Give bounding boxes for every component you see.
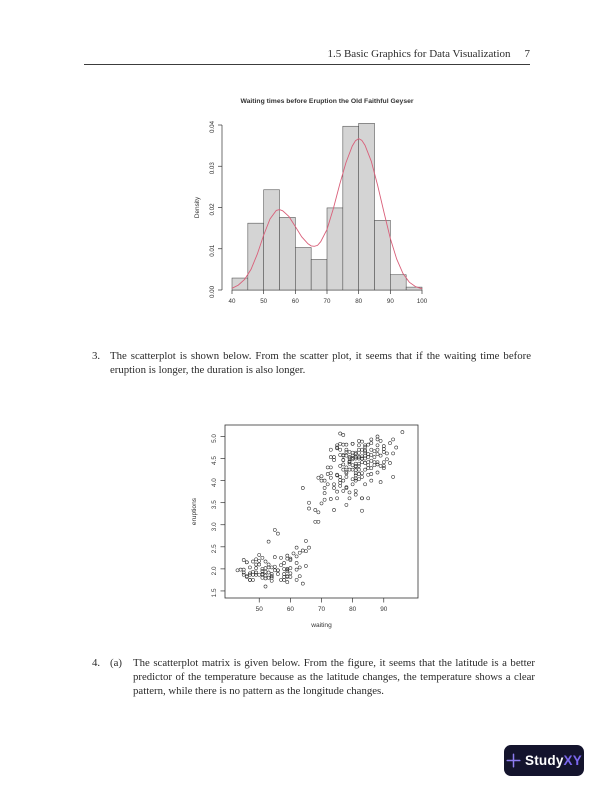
svg-text:Waiting times before Eruption: Waiting times before Eruption the Old Faithful Geyser [240, 98, 414, 105]
item-text: The scatterplot matrix is given below. From the figure, it seems that the latitude is a better predictor of the temperature because as the latitude changes, the temperature shows a clear pattern, while there is no pattern as the longitude changes. [133, 657, 535, 697]
svg-text:1.5: 1.5 [211, 588, 218, 598]
svg-text:waiting: waiting [311, 622, 332, 629]
item-sub-label: (a) [110, 657, 122, 669]
svg-text:50: 50 [255, 606, 263, 613]
svg-text:4.0: 4.0 [211, 478, 218, 488]
svg-text:Density: Density [194, 196, 201, 219]
brand-primary: Study [525, 753, 564, 768]
svg-text:100: 100 [416, 298, 428, 305]
svg-text:2.5: 2.5 [211, 544, 218, 554]
svg-text:60: 60 [286, 606, 294, 613]
svg-text:0.03: 0.03 [209, 162, 216, 175]
running-header [84, 48, 530, 60]
svg-text:80: 80 [349, 606, 357, 613]
item-number: 3. [92, 350, 101, 362]
header-rule [84, 64, 530, 65]
svg-text:50: 50 [260, 298, 268, 305]
svg-text:70: 70 [323, 298, 331, 305]
histogram-figure [188, 92, 435, 314]
list-item-4 [84, 656, 535, 698]
svg-text:90: 90 [386, 298, 394, 305]
svg-text:70: 70 [317, 606, 326, 613]
svg-text:60: 60 [291, 298, 299, 305]
svg-text:0.04: 0.04 [209, 120, 216, 134]
plus-icon [506, 753, 521, 768]
svg-text:0.01: 0.01 [209, 244, 216, 257]
svg-text:5.0: 5.0 [211, 434, 218, 443]
svg-text:80: 80 [355, 298, 363, 305]
svg-text:4.5: 4.5 [211, 456, 218, 465]
page-number: 7 [524, 48, 530, 60]
svg-text:3.5: 3.5 [211, 500, 218, 510]
svg-text:eruptions: eruptions [191, 497, 198, 526]
waiting-times-histogram [188, 92, 435, 314]
svg-text:40: 40 [228, 298, 236, 305]
eruptions-vs-waiting-scatterplot [185, 412, 435, 640]
svg-text:0.02: 0.02 [209, 203, 216, 216]
item-text: The scatterplot is shown below. From the scatter plot, it seems that if the waiting time before eruption is longer, the duration is also longer. [110, 350, 531, 376]
studyxy-logo [504, 745, 584, 776]
scatterplot-figure [185, 412, 435, 640]
section-title: 1.5 Basic Graphics for Data Visualization [327, 48, 511, 60]
brand-accent: XY [563, 753, 582, 768]
brand-text [525, 753, 582, 768]
svg-text:90: 90 [380, 606, 388, 613]
svg-text:3.0: 3.0 [211, 522, 218, 532]
svg-text:0.00: 0.00 [209, 285, 216, 299]
svg-text:2.0: 2.0 [211, 566, 218, 576]
item-number: 4. [92, 657, 101, 669]
list-item-3 [84, 349, 531, 377]
